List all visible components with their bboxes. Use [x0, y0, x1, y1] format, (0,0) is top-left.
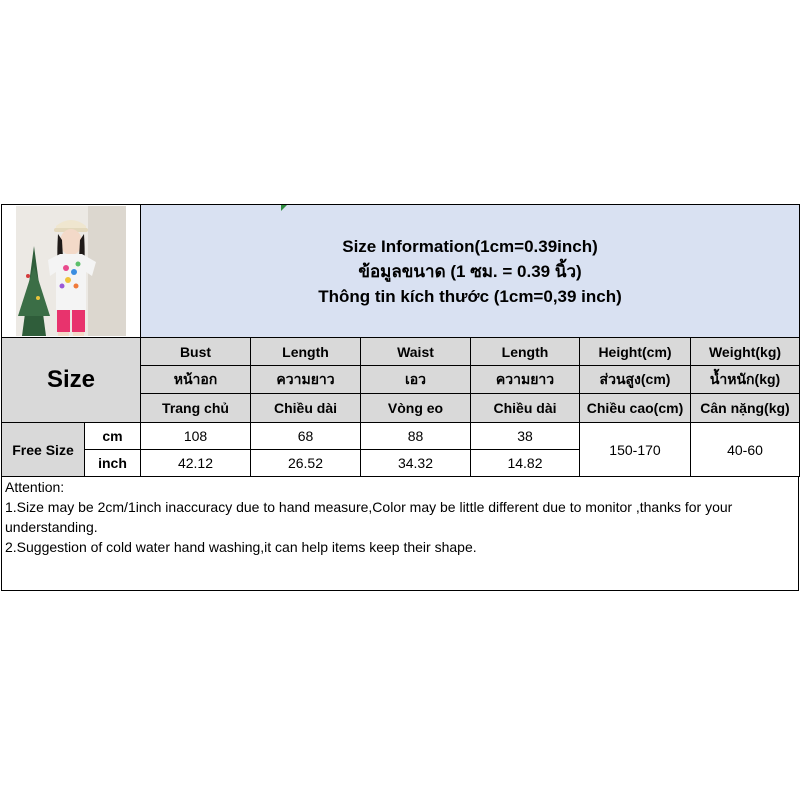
weight-range: 40-60: [691, 423, 800, 477]
unit-cm: cm: [85, 423, 141, 450]
size-chart: [1, 204, 799, 597]
waist-cm: 88: [361, 423, 471, 450]
col-waist-th: เอว: [361, 366, 471, 394]
col-weight-en: Weight(kg): [691, 338, 800, 366]
size-label: Size: [2, 338, 141, 423]
size-table: [1, 204, 800, 477]
length-inch: 26.52: [251, 450, 361, 477]
title-cell: [141, 205, 800, 338]
attention-line-1: 1.Size may be 2cm/1inch inaccuracy due to hand measure,Color may be little different due to monitor ,thanks for your understanding.: [5, 499, 733, 535]
col-waist-vi: Vòng eo: [361, 394, 471, 423]
col-bust-th: หน้าอก: [141, 366, 251, 394]
col-height-vi: Chiều cao(cm): [580, 394, 691, 423]
col-height-en: Height(cm): [580, 338, 691, 366]
col-weight-th: น้ำหนัก(kg): [691, 366, 800, 394]
length-cm: 68: [251, 423, 361, 450]
bust-cm: 108: [141, 423, 251, 450]
col-weight-vi: Cân nặng(kg): [691, 394, 800, 423]
corner-marker: [281, 205, 287, 211]
col-length2-th: ความยาว: [471, 366, 580, 394]
col-length-vi: Chiều dài: [251, 394, 361, 423]
product-photo-cell: [2, 205, 141, 338]
col-waist-en: Waist: [361, 338, 471, 366]
attention-notes: [1, 477, 799, 591]
waist-inch: 34.32: [361, 450, 471, 477]
col-bust-vi: Trang chủ: [141, 394, 251, 423]
length2-cm: 38: [471, 423, 580, 450]
height-range: 150-170: [580, 423, 691, 477]
col-height-th: ส่วนสูง(cm): [580, 366, 691, 394]
length2-inch: 14.82: [471, 450, 580, 477]
col-bust-en: Bust: [141, 338, 251, 366]
title-vietnamese: Thông tin kích thước (1cm=0,39 inch): [318, 286, 622, 306]
col-length-th: ความยาว: [251, 366, 361, 394]
size-name: Free Size: [2, 423, 85, 477]
model-photo-icon: [16, 206, 126, 336]
col-length2-en: Length: [471, 338, 580, 366]
title-english: Size Information(1cm=0.39inch): [342, 236, 598, 256]
col-length-en: Length: [251, 338, 361, 366]
unit-inch: inch: [85, 450, 141, 477]
attention-line-2: 2.Suggestion of cold water hand washing,it can help items keep their shape.: [5, 539, 477, 555]
title-thai: ข้อมูลขนาด (1 ซม. = 0.39 นิ้ว): [358, 261, 582, 281]
bust-inch: 42.12: [141, 450, 251, 477]
attention-heading: Attention:: [5, 479, 65, 495]
col-length2-vi: Chiều dài: [471, 394, 580, 423]
